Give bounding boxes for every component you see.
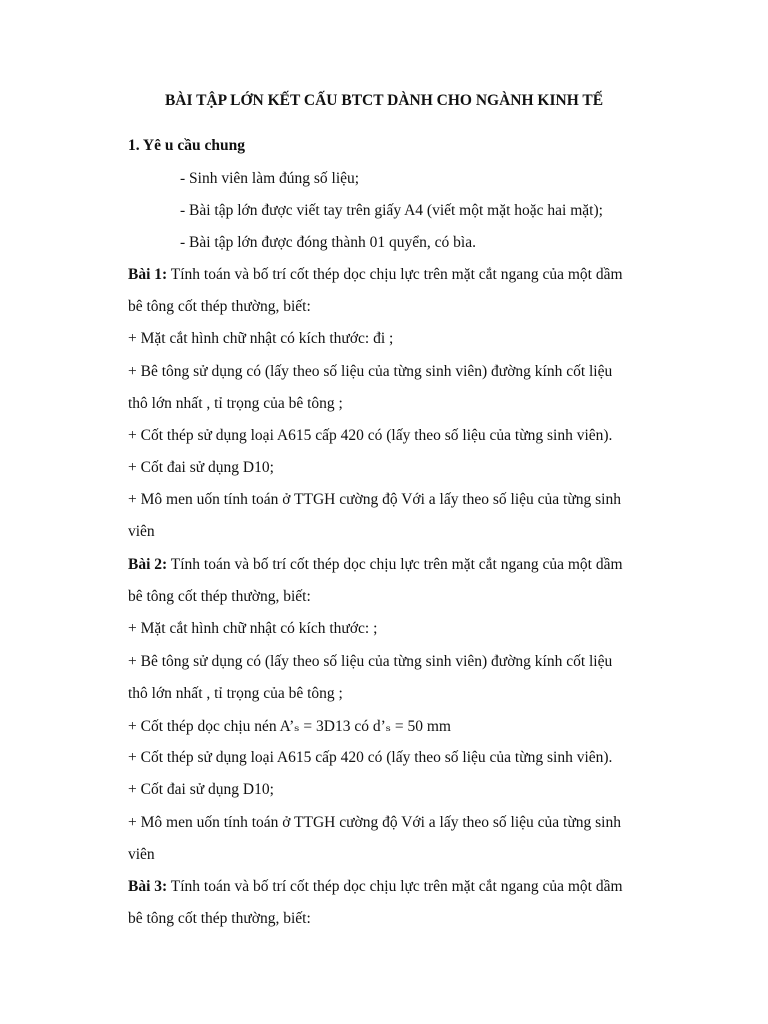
exercise-2-line: + Mặt cắt hình chữ nhật có kích thước: ; [128,620,378,637]
exercise-2-line: thô lớn nhất , tỉ trọng của bê tông ; [128,685,343,702]
exercise-3-intro-text: Tính toán và bố trí cốt thép dọc chịu lực trên mặt cắt ngang của một dầm [167,878,623,895]
exercise-1-line: + Mặt cắt hình chữ nhật có kích thước: đi ; [128,330,394,347]
exercise-2-line: + Cốt đai sử dụng D10; [128,781,274,798]
exercise-3-intro-cont: bê tông cốt thép thường, biết: [128,910,311,927]
exercise-1-line: + Cốt đai sử dụng D10; [128,459,274,476]
exercise-2-line: viên [128,846,155,863]
exercise-2-line: + Cốt thép dọc chịu nén A’ₛ = 3D13 có d’ₛ = 50 mm [128,718,451,735]
exercise-1-intro-cont: bê tông cốt thép thường, biết: [128,298,311,315]
exercise-2-line: + Cốt thép sử dụng loại A615 cấp 420 có (lấy theo số liệu của từng sinh viên). [128,749,613,766]
exercise-1-line: + Mô men uốn tính toán ở TTGH cường độ Với a lấy theo số liệu của từng sinh [128,491,621,508]
exercise-1-intro [128,266,623,284]
requirement-item: - Bài tập lớn được viết tay trên giấy A4 (viết một mặt hoặc hai mặt); [180,202,603,219]
exercise-1-line: + Bê tông sử dụng có (lấy theo số liệu của từng sinh viên) đường kính cốt liệu [128,363,613,380]
exercise-2-intro [128,556,623,574]
exercise-2-label: Bài 2: [128,556,168,573]
exercise-1-label: Bài 1: [128,266,168,283]
exercise-2-line: + Mô men uốn tính toán ở TTGH cường độ Với a lấy theo số liệu của từng sinh [128,814,621,831]
exercise-1-intro-text: Tính toán và bố trí cốt thép dọc chịu lực trên mặt cắt ngang của một dầm [167,266,623,283]
exercise-1-line: + Cốt thép sử dụng loại A615 cấp 420 có (lấy theo số liệu của từng sinh viên). [128,427,613,444]
exercise-3-label: Bài 3: [128,878,168,895]
requirement-item: - Bài tập lớn được đóng thành 01 quyển, có bìa. [180,234,476,251]
exercise-3-intro [128,878,623,896]
exercise-1-line: viên [128,523,155,540]
section-heading: 1. Yê u cầu chung [128,137,245,154]
document-title: BÀI TẬP LỚN KẾT CẤU BTCT DÀNH CHO NGÀNH KINH TẾ [164,92,604,109]
exercise-2-intro-cont: bê tông cốt thép thường, biết: [128,588,311,605]
exercise-2-intro-text: Tính toán và bố trí cốt thép dọc chịu lực trên mặt cắt ngang của một dầm [167,556,623,573]
exercise-1-line: thô lớn nhất , tỉ trọng của bê tông ; [128,395,343,412]
requirement-item: - Sinh viên làm đúng số liệu; [180,170,360,187]
exercise-2-line: + Bê tông sử dụng có (lấy theo số liệu của từng sinh viên) đường kính cốt liệu [128,653,613,670]
